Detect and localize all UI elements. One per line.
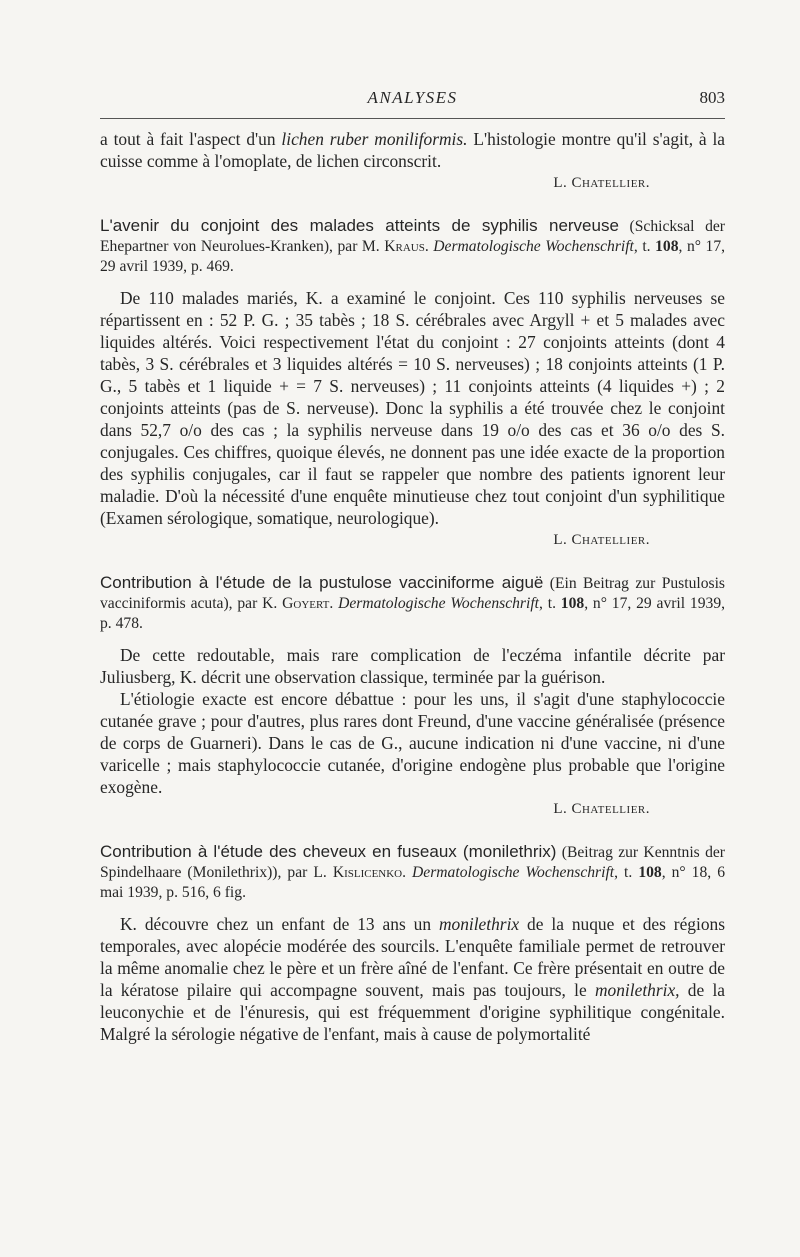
article-heading: Contribution à l'étude des cheveux en fuseaux (monilethrix) (Beitrag zur Kenntnis der Spindelhaare (Monilethrix)), par L. Kislicenko. Dermatologische Wochenschrift, t. 108, n° 18, 6 mai 1939, p. 516, 6 fig. <box>100 842 725 901</box>
running-header <box>100 88 725 112</box>
article-paragraph: K. découvre chez un enfant de 13 ans un monilethrix de la nuque et des régions temporales, avec alopécie modérée des sourcils. L'enquête familiale permet de retrouver la même anomalie chez le père et un frère aîné de l'enfant. Ce frère présentait en outre de la kératose pilaire qui accompagne souvent, mais pas toujours, le monilethrix, de la leuconychie et de l'énuresis, qui est fréquemment d'origine syphilitique congénitale. Malgré la sérologie négative de l'enfant, mais à cause de polymortalité <box>100 914 725 1044</box>
article-title: L'avenir du conjoint des malades atteints de syphilis nerveuse <box>100 216 619 235</box>
article-title: Contribution à l'étude de la pustulose vacciniforme aiguë <box>100 573 544 592</box>
signature: L. Chatellier. <box>553 801 650 817</box>
article-author: Goyert <box>282 595 330 612</box>
article-author: Kislicenko <box>332 864 403 881</box>
intro-paragraph: a tout à fait l'aspect d'un lichen ruber moniliformis. L'histologie montre qu'il s'agit, à la cuisse comme à l'omoplate, de lichen circonscrit. <box>100 129 726 171</box>
signature: L. Chatellier. <box>553 532 650 548</box>
journal-name: Dermatologische Wochenschrift <box>338 595 539 612</box>
article-title: Contribution à l'étude des cheveux en fuseaux (monilethrix) <box>100 842 557 861</box>
article-heading: L'avenir du conjoint des malades atteints de syphilis nerveuse (Schicksal der Ehepartner von Neurolues-Kranken), par M. Kraus. Dermatologische Wochenschrift, t. 108, n° 17, 29 avril 1939, p. 469. <box>100 216 726 275</box>
article-paragraph: De 110 malades mariés, K. a examiné le conjoint. Ces 110 syphilis nerveuses se répartissent en : 52 P. G. ; 35 tabès ; 18 S. cérébrales avec Argyll + et 5 malades avec liquides altérés. Voici respectivement l'état du conjoint : 27 conjoints atteints (dont 4 tabès, 3 S. cérébrales et 3 liquides altérés = 10 S. nerveuses) ; 18 conjoints atteints (1 P. G., 5 tabès et 1 liquide + = 7 S. nerveuses) ; 11 conjoints atteints (4 liquides +) ; 2 conjoints atteints (pas de S. nerveuse). Donc la syphilis a été trouvée chez le conjoint dans 52,7 o/o des cas ; la syphilis nerveuse dans 19 o/o des cas et 36 o/o des S. conjugales. Ces chiffres, quoique élevés, ne donnent pas une idée exacte de la proportion des syphilis conjugales, car il faut se rappeler que nombre des patients ignorent leur maladie. D'où la nécessité d'une enquête minutieuse chez tout conjoint d'un syphilitique (Examen sérologique, somatique, neurologique). <box>100 288 725 528</box>
running-title: ANALYSES <box>367 88 458 107</box>
article-paragraph: L'étiologie exacte est encore débattue : pour les uns, il s'agit d'une staphylococcie cutanée grave ; pour d'autres, plus rares dont Freund, d'une vaccine généralisée (présence de corps de Guarneri). Dans le cas de G., aucune indication ni d'une vaccine, ni d'une varicelle ; mais staphylococcie cutanée, d'origine endogène plus probable que l'origine exogène. <box>100 689 725 797</box>
article-heading: Contribution à l'étude de la pustulose vacciniforme aiguë (Ein Beitrag zur Pustulosis vacciniformis acuta), par K. Goyert. Dermatologische Wochenschrift, t. 108, n° 17, 29 avril 1939, p. 478. <box>100 573 726 632</box>
page-content <box>100 128 725 1045</box>
journal-name: Dermatologische Wochenschrift <box>433 238 634 255</box>
journal-name: Dermatologische Wochenschrift <box>412 864 615 881</box>
article-author: Kraus <box>384 238 425 255</box>
header-rule <box>100 118 725 119</box>
article-paragraph: De cette redoutable, mais rare complication de l'eczéma infantile décrite par Juliusberg, K. décrit une observation classique, terminée par la guérison. <box>100 645 725 687</box>
article-body <box>100 913 725 1045</box>
article-body <box>100 287 725 529</box>
page-number: 803 <box>699 88 725 107</box>
article-body <box>100 644 725 798</box>
signature: L. Chatellier. <box>553 175 650 191</box>
